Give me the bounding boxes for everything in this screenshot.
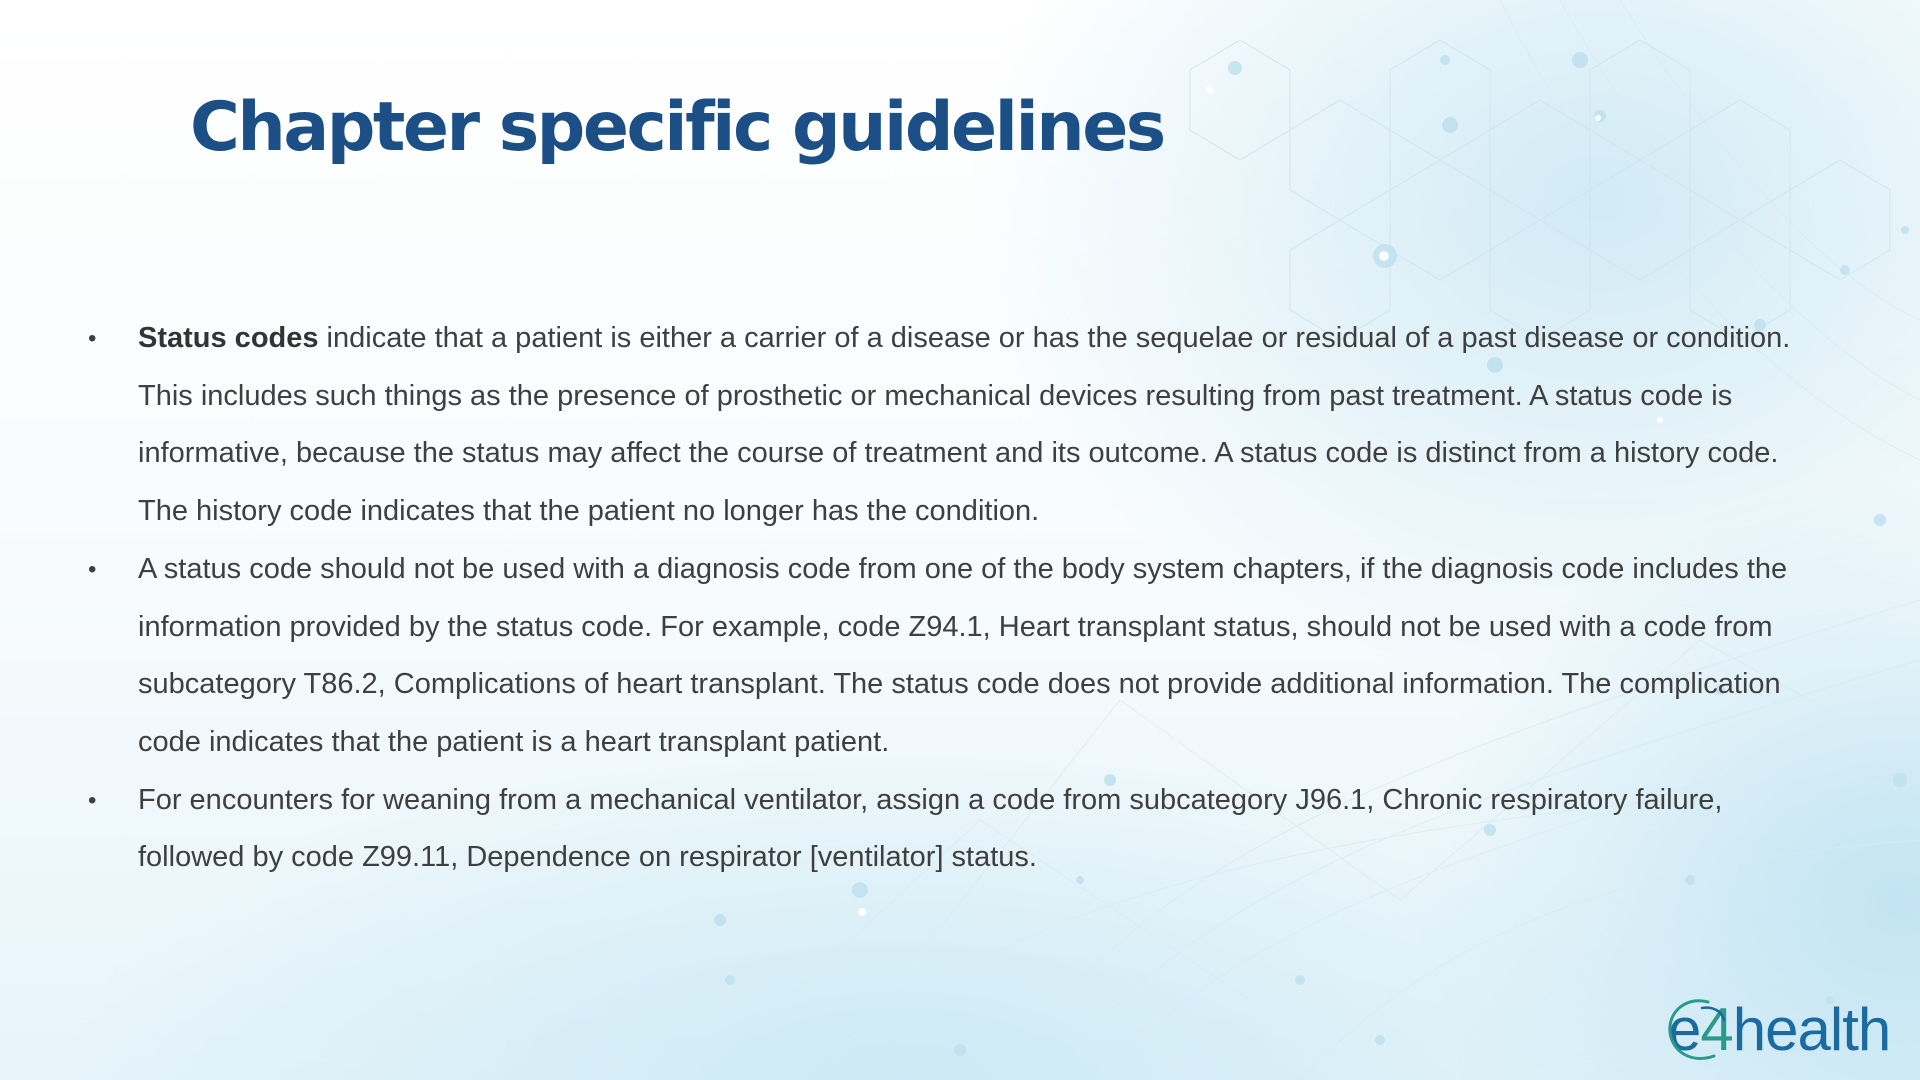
e4health-logo xyxy=(1668,992,1890,1068)
bullet-list xyxy=(88,310,1808,887)
bullet-marker: • xyxy=(88,325,97,352)
bullet-marker: • xyxy=(88,555,97,583)
bullet-text: For encounters for weaning from a mechanical ventilator, assign a code from subcategory J96.1, Chronic respiratory failure, followed by code Z99.11, Dependence on respirator [ventilator] status. xyxy=(138,783,1723,874)
logo-swoosh-icon xyxy=(1662,992,1732,1068)
bold-term-status-codes: Status codes xyxy=(138,322,319,354)
logo-digit-4: 4 xyxy=(1700,996,1733,1063)
logo-letter-e: e xyxy=(1668,996,1701,1063)
bullet-item-status-code-usage xyxy=(88,541,1808,772)
bullet-text: indicate that a patient is either a carrier of a disease or has the sequelae or residual of a past disease or condition. This includes such things as the presence of prosthetic or mechanical devices resulting from past treatment. A status code is informative, because the status may affect the course of treatment and its outcome. A status code is distinct from a history code. The history code indicates that the patient no longer has the condition. xyxy=(138,322,1791,528)
bullet-text: A status code should not be used with a diagnosis code from one of the body system chapters, if the diagnosis code includes the information provided by the status code. For example, code Z94.1, Heart transplant status, should not be used with a code from subcategory T86.2, Complications of heart transplant. The status code does not provide additional information. The complication code indicates that the patient is a heart transplant patient. xyxy=(138,552,1788,758)
logo-word-health: health xyxy=(1732,996,1891,1063)
bullet-item-status-codes xyxy=(88,310,1808,541)
bullet-item-ventilator-weaning xyxy=(88,772,1808,887)
slide-title: Chapter specific guidelines xyxy=(190,88,1164,167)
bullet-marker: • xyxy=(88,786,97,814)
